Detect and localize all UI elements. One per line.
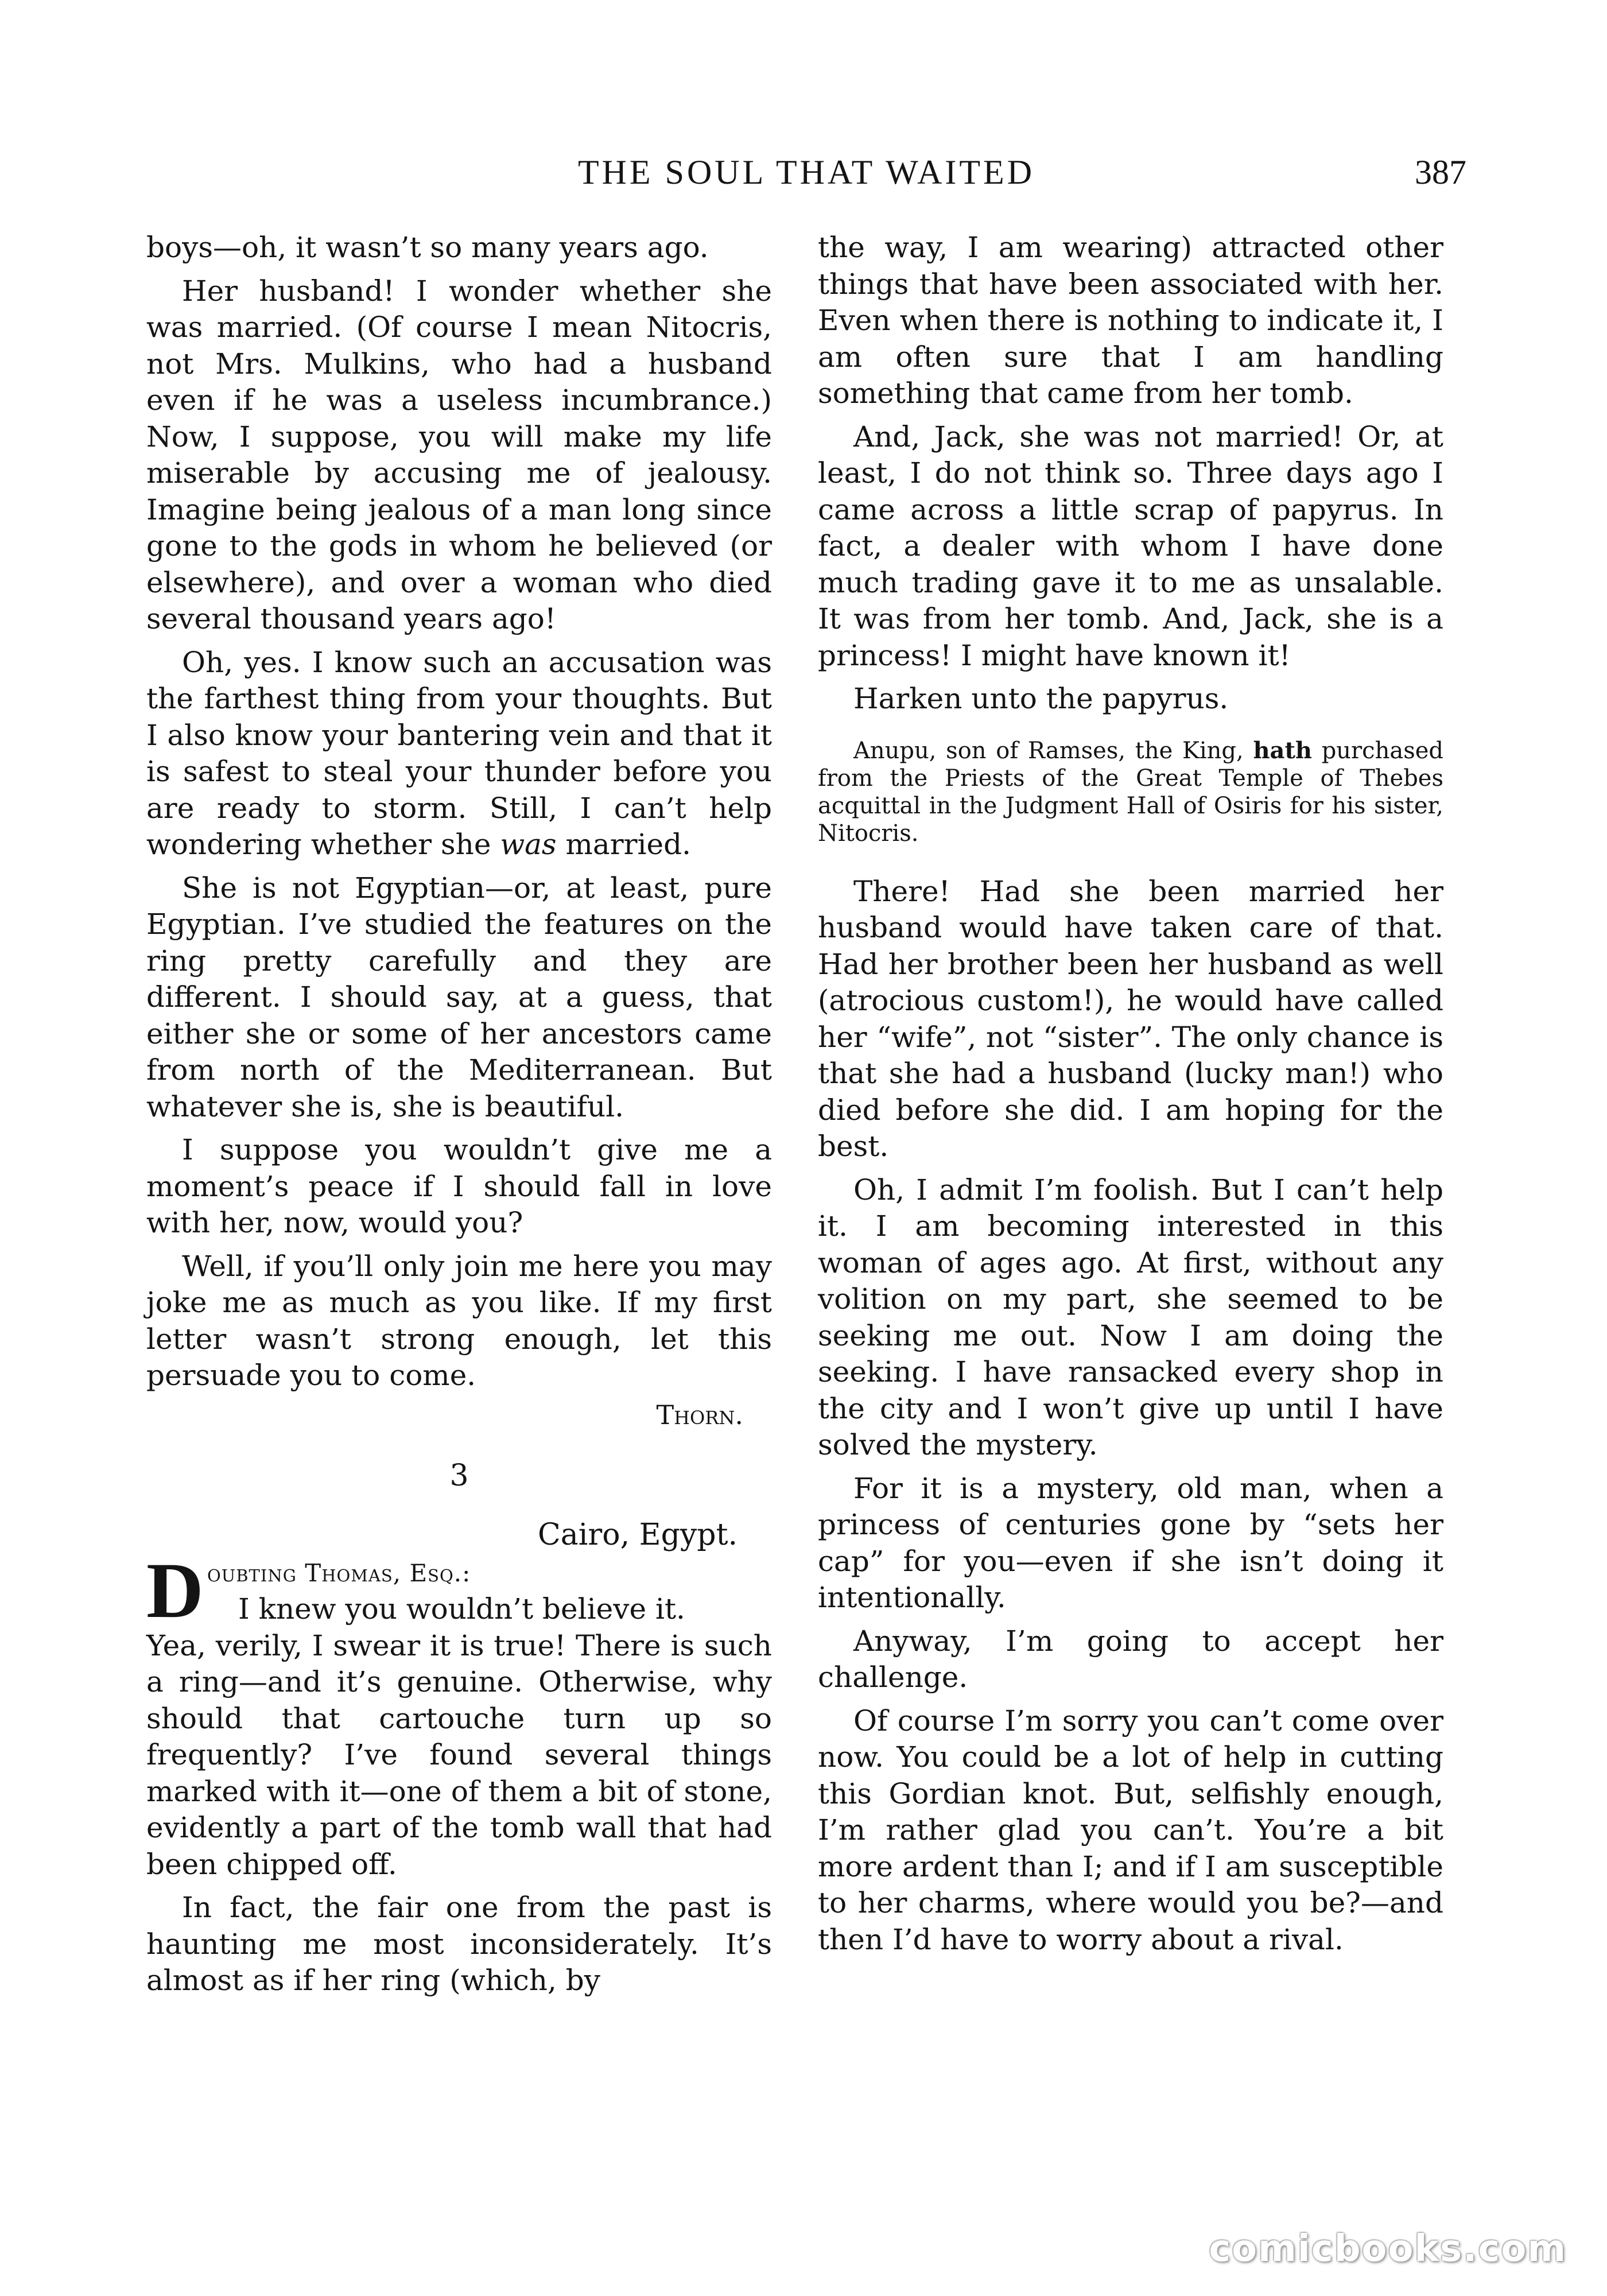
paragraph: And, Jack, she was not married! Or, at least, I do not think so. Three days ago I came across a little scrap of papyrus. In fact, a dealer with whom I have done much trading gave it to me as unsalable. It was from her tomb. And, Jack, she is a princess! I might have known it! — [818, 420, 1443, 672]
quote-text: purchased from the Priests of the Great Temple of Thebes acquittal in the Judgment Hall of Osiris for his sister, Nitocris. — [818, 737, 1443, 847]
left-column — [146, 230, 772, 2006]
salutation: oubting Thomas, Esq.: — [207, 1558, 471, 1587]
right-column — [818, 230, 1443, 1965]
paragraph: Her husband! I wonder whether she was married. (Of course I mean Nitocris, not Mrs. Mulkins, who had a husband even if he was a useless incumbrance.) Now, I suppose, you will make my life miserable by accusing me of jealousy. Imagine being jealous of a man long since gone to the gods in whom he believed (or elsewhere), and over a woman who died several thousand years ago! — [146, 274, 772, 635]
paragraph: Oh, I admit I’m foolish. But I can’t help it. I am becoming interested in this woman of ages ago. At first, without any volition on my part, she seemed to be seeking me out. Now I am doing the seeking. I have ransacked every shop in the city and I won’t give up until I have solved the mystery. — [818, 1173, 1443, 1461]
quote-bold-word: hath — [1253, 736, 1312, 764]
section-number: 3 — [449, 1458, 469, 1493]
paragraph: Harken unto the papyrus. — [853, 682, 1229, 715]
running-title: THE SOUL THAT WAITED — [577, 153, 1035, 191]
watermark: comicbooks.com — [1209, 2228, 1567, 2270]
paragraph: She is not Egyptian—or, at least, pure Egyptian. I’ve studied the features on the ring pretty carefully and they are different. I should say, at a guess, that either she or some of her ancestors came from north of the Mediterranean. But whatever she is, she is beautiful. — [146, 871, 772, 1123]
drop-cap: D — [146, 1546, 204, 1634]
paragraph-text: Oh, yes. I know such an accusation was the farthest thing from your thoughts. But I also know your bantering vein and that it is safest to steal your thunder before you are ready to storm. Still, I can’t help wondering whether she — [146, 645, 772, 861]
page-number: 387 — [1415, 153, 1466, 191]
paragraph-first-line: I knew you wouldn’t believe it. — [238, 1592, 685, 1626]
paragraph: Well, if you’ll only join me here you may joke me as much as you like. If my first letter wasn’t strong enough, let this persuade you to come. — [146, 1249, 772, 1392]
quote-text: Anupu, son of Ramses, the King, — [853, 737, 1253, 764]
emphasized-word: was — [500, 828, 557, 861]
paragraph: Yea, verily, I swear it is true! There is such a ring—and it’s genuine. Otherwise, why should that cartouche turn up so frequently? I’ve found several things marked with it—one of them a bit of stone, evidently a part of the tomb wall that had been chipped off. — [146, 1628, 772, 1881]
paragraph — [146, 645, 772, 863]
paragraph: For it is a mystery, old man, when a princess of centuries gone by “sets her cap” for you—even if she isn’t doing it intentionally. — [818, 1471, 1443, 1614]
paragraph: In fact, the fair one from the past is haunting me most inconsiderately. It’s almost as if her ring (which, by — [146, 1891, 772, 1997]
book-page — [146, 135, 1466, 2178]
paragraph-text: married. — [556, 828, 691, 861]
signature: Thorn. — [656, 1399, 743, 1430]
running-head — [146, 146, 1466, 198]
paragraph: Of course I’m sorry you can’t come over now. You could be a lot of help in cutting this Gordian knot. But, selfishly enough, I’m rather glad you can’t. You’re a bit more ardent than I; and if I am susceptible to her charms, where would you be?—and then I’d have to worry about a rival. — [818, 1704, 1443, 1956]
papyrus-quote — [818, 737, 1443, 847]
dateline: Cairo, Egypt. — [538, 1517, 737, 1552]
paragraph: the way, I am wearing) attracted other things that have been associated with her. Even when there is nothing to indicate it, I am often sure that I am handling something that came from her tomb. — [818, 231, 1443, 410]
paragraph: boys—oh, it wasn’t so many years ago. — [146, 231, 709, 264]
paragraph: I suppose you wouldn’t give me a moment’s peace if I should fall in love with her, now, would you? — [146, 1133, 772, 1239]
salutation-block — [146, 1546, 772, 1634]
paragraph: There! Had she been married her husband would have taken care of that. Had her brother been her husband as well (atrocious custom!), he would have called her “wife”, not “sister”. The only chance is that she had a husband (lucky man!) who died before she did. I am hoping for the best. — [818, 874, 1443, 1163]
paragraph: Anyway, I’m going to accept her challenge. — [818, 1624, 1443, 1694]
